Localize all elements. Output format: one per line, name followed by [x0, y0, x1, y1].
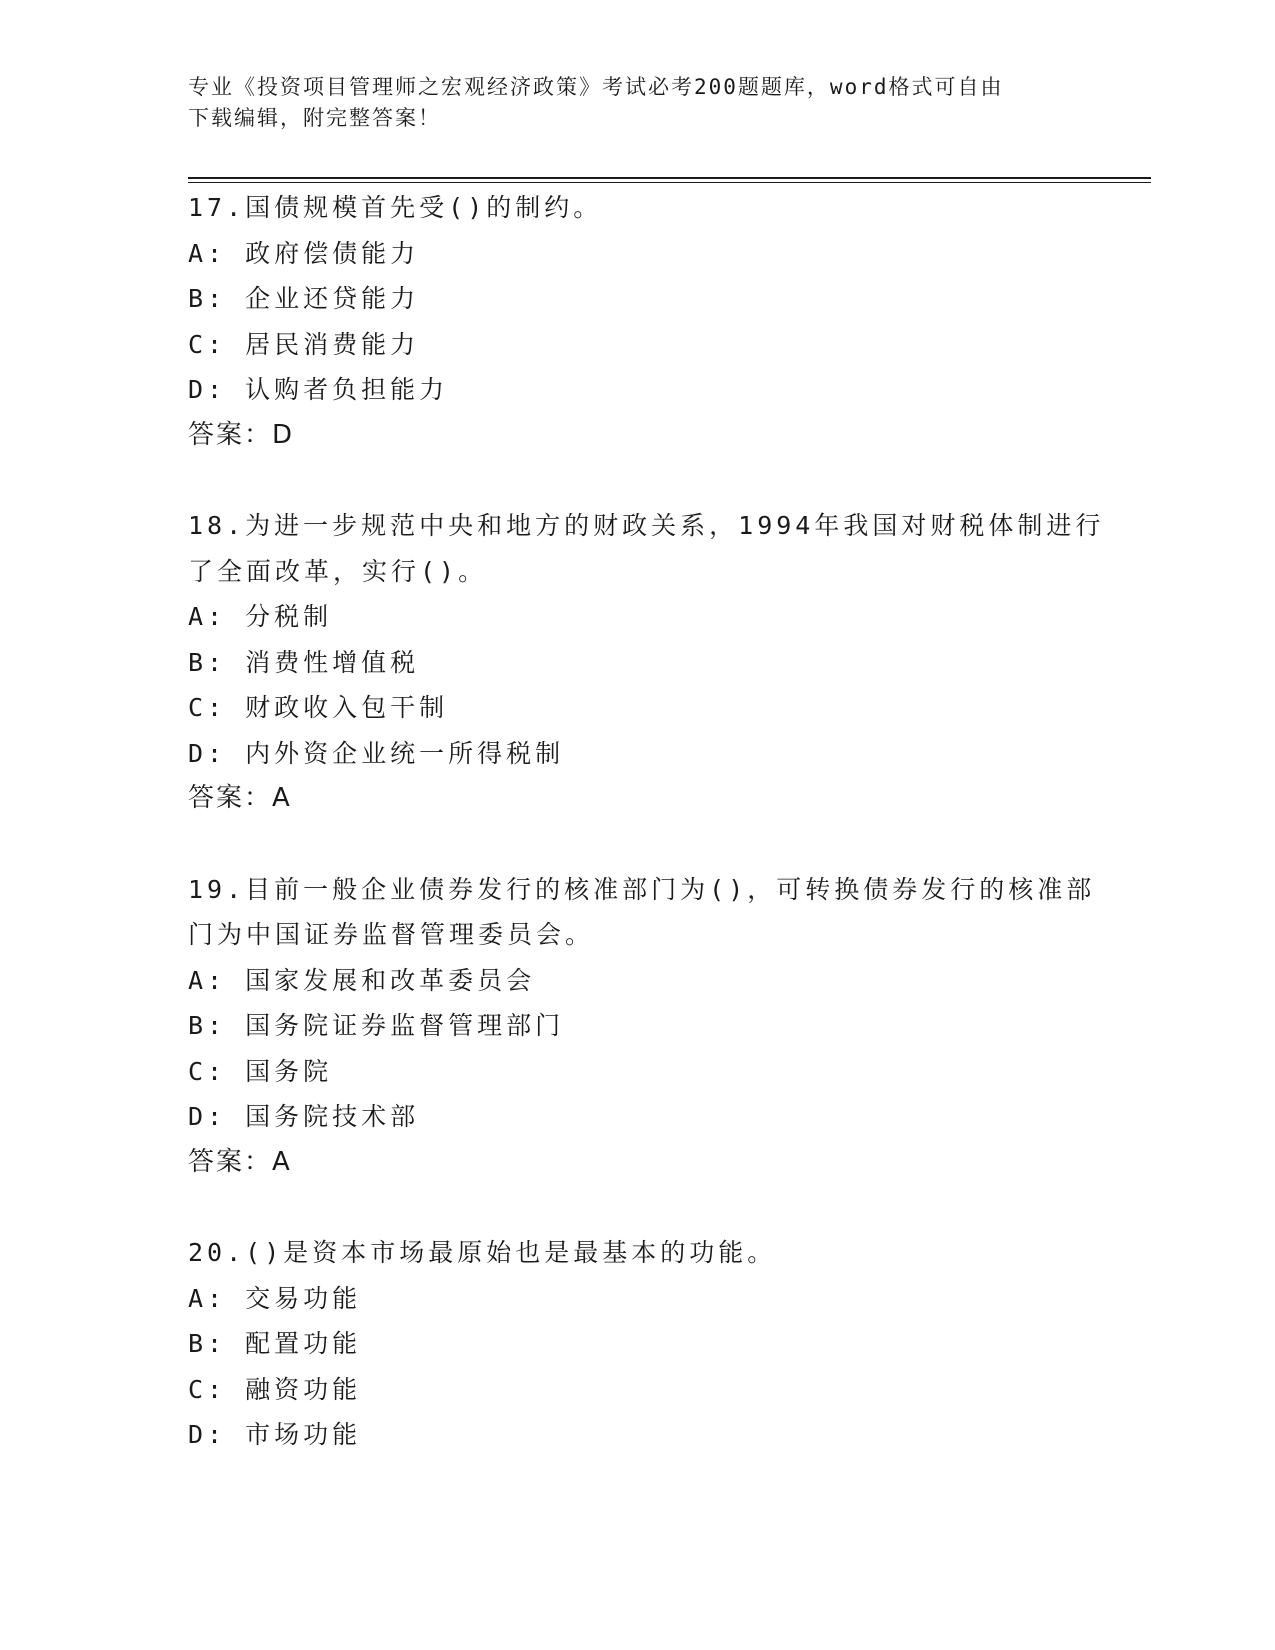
- option-d: D: 内外资企业统一所得税制: [188, 738, 565, 768]
- header-line-1: 专业《投资项目管理师之宏观经济政策》考试必考200题题库，word格式可自由: [188, 75, 1004, 99]
- option-d: D: 市场功能: [188, 1420, 362, 1449]
- option-b: B: 企业还贷能力: [188, 284, 420, 313]
- question-19: [188, 867, 1096, 1186]
- option-a: A: 分税制: [188, 602, 333, 631]
- question-stem-continued: 门为中国证券监督管理委员会。: [188, 920, 595, 949]
- question-stem: 18.为进一步规范中央和地方的财政关系，1994年我国对财税体制进行: [188, 511, 1105, 540]
- option-a: A: 交易功能: [188, 1283, 362, 1313]
- question-18: [188, 503, 1105, 822]
- answer-line: 答案：A: [188, 1146, 292, 1177]
- document-header: [188, 72, 1088, 134]
- question-stem: 19.目前一般企业债券发行的核准部门为()，可转换债券发行的核准部: [188, 874, 1096, 904]
- option-b: B: 消费性增值税: [188, 647, 420, 677]
- header-line-2: 下载编辑，附完整答案！: [188, 106, 441, 130]
- header-divider-thick: [188, 177, 1151, 179]
- option-c: C: 居民消费能力: [188, 329, 420, 359]
- option-d: D: 认购者负担能力: [188, 375, 449, 404]
- option-a: A: 国家发展和改革委员会: [188, 965, 536, 995]
- option-d: D: 国务院技术部: [188, 1102, 420, 1131]
- answer-line: 答案：D: [188, 419, 295, 450]
- option-c: C: 财政收入包干制: [188, 693, 449, 722]
- question-stem-continued: 了全面改革，实行()。: [188, 556, 488, 586]
- option-c: C: 融资功能: [188, 1374, 362, 1404]
- answer-line: 答案：A: [188, 783, 292, 813]
- question-stem: 17.国债规模首先受()的制约。: [188, 193, 603, 222]
- option-b: B: 国务院证券监督管理部门: [188, 1011, 565, 1040]
- question-17: [188, 185, 1088, 458]
- option-b: B: 配置功能: [188, 1329, 362, 1358]
- option-a: A: 政府偿债能力: [188, 238, 420, 268]
- question-stem: 20.()是资本市场最原始也是最基本的功能。: [188, 1238, 777, 1267]
- question-list: [188, 185, 1105, 1503]
- question-20: [188, 1230, 1088, 1458]
- header-divider-thin: [188, 182, 1151, 183]
- option-c: C: 国务院: [188, 1056, 333, 1086]
